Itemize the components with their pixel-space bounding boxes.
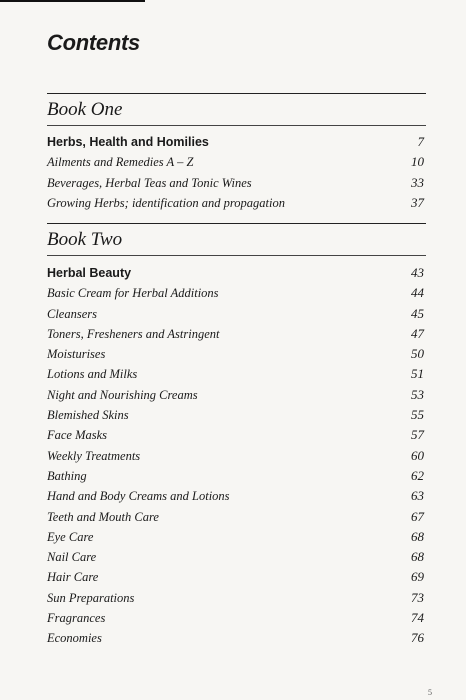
toc-entry-page: 69 [411, 569, 424, 585]
toc-entry-page: 53 [411, 386, 424, 402]
toc-entry-label: Economies [47, 631, 102, 646]
toc-entry-label: Ailments and Remedies A – Z [47, 155, 194, 170]
page-title: Contents [47, 30, 140, 55]
toc-entry-label: Fragrances [47, 611, 106, 626]
toc-entry-label: Eye Care [47, 529, 94, 544]
book-two-section [47, 223, 426, 649]
toc-entry-label: Toners, Fresheners and Astringent [47, 326, 220, 341]
toc-entry-label: Growing Herbs; identification and propagation [47, 195, 285, 210]
toc-entry-page: 63 [411, 488, 424, 504]
toc-entry-label: Lotions and Milks [47, 367, 138, 382]
page-number: 5 [428, 688, 432, 697]
book-two-title-rule [47, 255, 426, 256]
toc-entry-page: 10 [411, 154, 424, 170]
toc-entry-page: 74 [411, 610, 424, 626]
toc-entry-page: 57 [411, 427, 424, 443]
toc-entry[interactable] [47, 405, 426, 425]
toc-entry[interactable] [47, 324, 426, 344]
toc-entry-label: Herbs, Health and Homilies [47, 135, 209, 149]
toc-entry-label: Cleansers [47, 306, 97, 321]
toc-entry[interactable] [47, 425, 426, 445]
page-top-edge [0, 0, 145, 2]
toc-entry[interactable] [47, 547, 426, 567]
toc-entry[interactable] [47, 173, 426, 193]
toc-entry-label: Herbal Beauty [47, 266, 132, 280]
toc-entry[interactable] [47, 152, 426, 172]
toc-entry-page: 62 [411, 467, 424, 483]
toc-entry-page: 51 [411, 366, 424, 382]
toc-entry-label: Weekly Treatments [47, 448, 141, 463]
toc-entry[interactable] [47, 628, 426, 648]
toc-entry[interactable] [47, 304, 426, 324]
toc-entry-label: Sun Preparations [47, 590, 135, 605]
toc-entry[interactable] [47, 588, 426, 608]
toc-entry-label: Night and Nourishing Creams [47, 387, 198, 402]
toc-entry-label: Teeth and Mouth Care [47, 509, 159, 524]
toc-entry-page: 44 [411, 285, 424, 301]
toc-entry[interactable] [47, 527, 426, 547]
toc-entry-label: Moisturises [47, 347, 106, 362]
toc-entry[interactable] [47, 283, 426, 303]
toc-entry-label: Face Masks [47, 428, 108, 443]
book-one-title-rule [47, 125, 426, 126]
toc-entry-page: 7 [417, 134, 424, 149]
toc-entry[interactable] [47, 132, 426, 152]
book-one-section [47, 93, 426, 213]
toc-entry[interactable] [47, 385, 426, 405]
toc-entry-page: 67 [411, 508, 424, 524]
toc-entry-page: 37 [411, 194, 424, 210]
toc-entry-page: 43 [411, 265, 424, 280]
toc-entry[interactable] [47, 263, 426, 283]
toc-entry-page: 33 [411, 174, 424, 190]
toc-entry[interactable] [47, 193, 426, 213]
toc-entry-label: Beverages, Herbal Teas and Tonic Wines [47, 175, 252, 190]
toc-entry-label: Hand and Body Creams and Lotions [47, 489, 230, 504]
toc-entry-label: Basic Cream for Herbal Additions [47, 286, 219, 301]
toc-entry-page: 76 [411, 630, 424, 646]
book-two-entries [47, 263, 426, 649]
toc-entry[interactable] [47, 608, 426, 628]
toc-entry[interactable] [47, 364, 426, 384]
toc-entry-label: Nail Care [47, 550, 97, 565]
toc-entry-page: 73 [411, 589, 424, 605]
toc-entry[interactable] [47, 486, 426, 506]
toc-entry-page: 60 [411, 447, 424, 463]
toc-entry-label: Hair Care [47, 570, 99, 585]
book-one-entries [47, 132, 426, 213]
toc-entry[interactable] [47, 466, 426, 486]
book-one-title: Book One [47, 99, 123, 120]
toc-entry-label: Bathing [47, 468, 87, 483]
toc-entry-page: 50 [411, 346, 424, 362]
book-two-title: Book Two [47, 229, 123, 250]
toc-entry-page: 55 [411, 407, 424, 423]
toc-entry-page: 68 [411, 528, 424, 544]
toc-entry-page: 47 [411, 325, 424, 341]
toc-entry-page: 45 [411, 305, 424, 321]
toc-entry[interactable] [47, 344, 426, 364]
toc-entry-label: Blemished Skins [47, 408, 129, 423]
toc-entry[interactable] [47, 567, 426, 587]
toc-entry[interactable] [47, 446, 426, 466]
toc-entry[interactable] [47, 507, 426, 527]
toc-entry-page: 68 [411, 549, 424, 565]
